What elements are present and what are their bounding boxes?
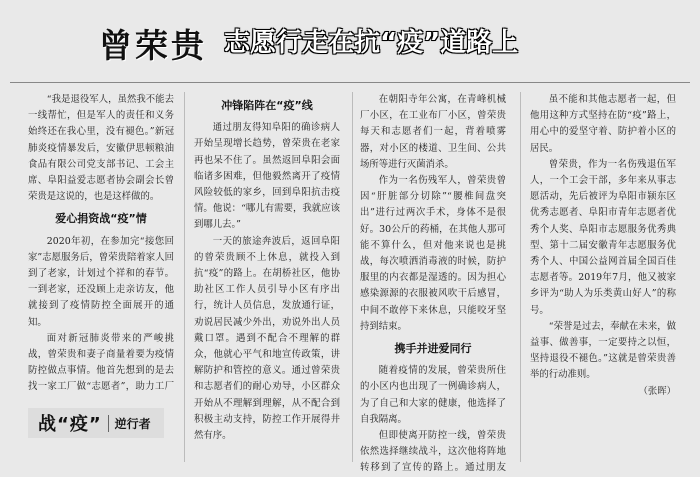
intro-paragraph: “我是退役军人，虽然我不能去一线帮忙，但是军人的责任和义务始终还在我心里，没有褪色。”新冠肺炎疫情暴发后，安徽伊思顿粮油食品有限公司党支部书记、工会主席、阜阳益爱志愿者协会副会长曾荣贵是这说的，也是这样做的。 (28, 94, 174, 203)
column-3 (360, 92, 506, 476)
paragraph: 曾荣贵，作为一名伤残退伍军人，一个工会干部，多年来从事志愿活动，先后被评为阜阳市颍东区优秀志愿者、阜阳市青年志愿者优秀个人奖、阜阳市志愿服务优秀典型、第十二届安徽青年志愿服务优秀个人、中国公益网首届全国百佳志愿者等。2019年7月，他又被家乡评为“助人为乐类黄山好人”的称号。 (530, 158, 676, 316)
paragraph: 在朝阳寺年公寓，在青峰机械厂小区，在工业布厂小区，曾荣贵每天和志愿者们一起，背着喷雾器，对小区的楼道、卫生间、公共场所等进行灭菌消杀。 (360, 94, 506, 170)
column-1 (28, 92, 174, 397)
column-divider (184, 92, 185, 462)
person-name: 曾荣贵 (99, 25, 207, 65)
person-name-banner (84, 20, 222, 66)
headline: 志愿行走在抗“疫”道路上 (224, 28, 519, 58)
tag-main: 战“疫” (38, 414, 102, 435)
column-divider (520, 92, 521, 462)
section-title-2: 冲锋陷阵在“疫”线 (221, 99, 313, 112)
tag-sub: 逆行者 (108, 415, 151, 432)
paragraph: 通过朋友得知阜阳的确诊病人开始呈现增长趋势，曾荣贵在老家再也呆不住了。虽然返回阜阳会面临诸多困难，但他毅然离开了疫情风险较低的家乡，回到阜阳抗击疫情。他说：“哪儿有需要，我就应该到哪儿去。” (194, 122, 340, 231)
paragraph: “荣誉是过去，奉献在未来，做益事、做善事，一定要持之以恒，坚持退役不褪色。”这就是曾荣贵善举的行动准则。 (530, 320, 676, 381)
header-divider (10, 82, 690, 83)
paragraph: 2020年初，在参加完“接您回家”志愿服务后，曾荣贵陪着家人回到了老家，计划过个祥和的春节。一到老家，还没顾上走亲访友，他就接到了疫情防控全面展开的通知。 (28, 235, 174, 328)
column-tag (28, 408, 164, 438)
column-divider (352, 92, 353, 462)
column-4 (530, 92, 676, 400)
paragraph: 面对新冠肺炎带来的严峻挑战，曾荣贵和妻子商量着要为疫情防控做点事情。他首先想到的是去找一家工厂做“志愿者”，助力工厂 (28, 332, 174, 393)
section-title-3: 携手并进爱同行 (394, 342, 472, 356)
paragraph: 一天的旅途奔波后，返回阜阳的曾荣贵顾不上休息，就投入到抗“疫”的路上。在胡桥社区，他协助社区工作人员引导小区有序出行，统计人员信息，发放通行证，劝说居民减少外出，劝说外出人员戴口罩。遇到不配合不理解的群众，他就心平气和地宣传政策，讲解防护和管控的意义。通过曾荣贵和志愿者们的耐心劝导，小区群众开始从不理解到理解，从不配合到积极主动支持，防控工作开展得井然有序。 (194, 235, 340, 442)
paragraph: 但即使离开防控一线，曾荣贵依然选择继续战斗，这次他将阵地转移到了宣传的路上。通过朋友 (360, 430, 506, 474)
author-byline: （张晖） (638, 385, 676, 397)
column-2 (194, 92, 340, 452)
paragraph: 作为一名伤残军人，曾荣贵曾因“肝脏部分切除”“腰椎间盘突出”进行过两次手术，身体不是很好。30公斤的药桶，在其他人那可能不算什么，但对他来说也是挑战，每次喷洒消毒液的时候，防护服里的内衣都是湿透的。因为担心感染源源的衣服被风吹干后感冒，中间不敢停下来休息，只能咬牙坚持到结束。 (360, 175, 506, 332)
paragraph: 虽不能和其他志愿者一起，但他用这种方式坚持在防“疫”路上，用心中的爱坚守着、防护着小区的居民。 (530, 94, 676, 154)
section-title-1: 爱心捐资战“疫”情 (55, 212, 147, 226)
article-header (0, 0, 700, 82)
paragraph: 随着疫情的发展，曾荣贵所住的小区内也出现了一例确诊病人，为了自己和大家的健康，他选择了自我隔离。 (360, 365, 506, 425)
